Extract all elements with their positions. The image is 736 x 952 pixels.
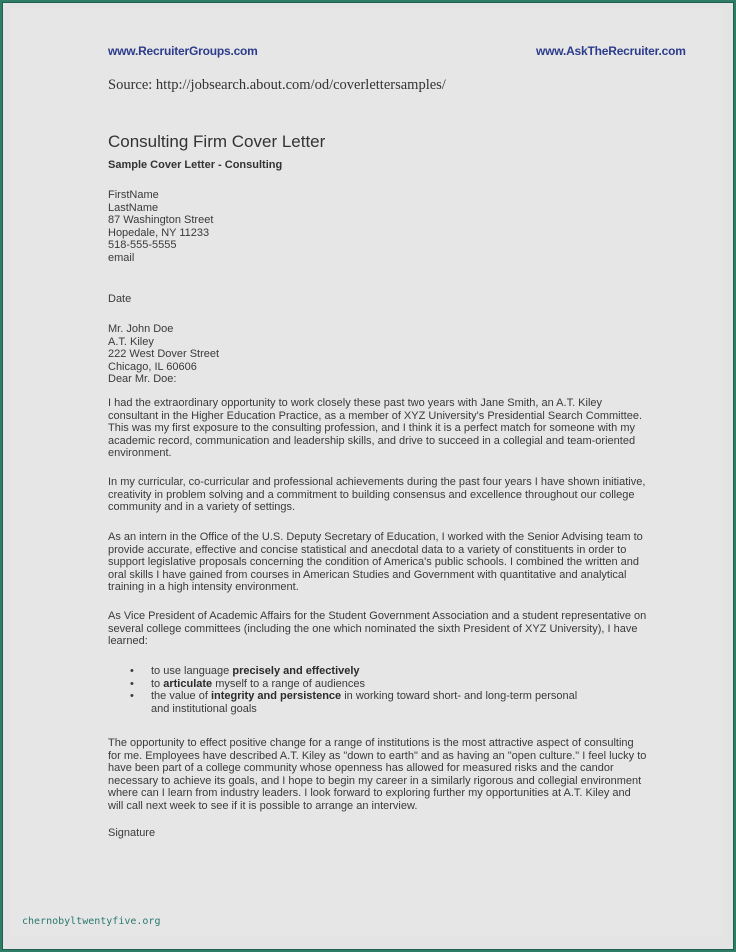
- list-item-text: to: [151, 677, 164, 690]
- page-subtitle: Sample Cover Letter - Consulting: [108, 159, 283, 171]
- list-item-emphasis: precisely and effectively: [232, 665, 360, 677]
- paragraph-5: The opportunity to effect positive change for a range of institutions is the most attractive aspect of consulting for me. Employees have described A.T. Kiley as "down to earth" and as having an "open culture." I feel lucky to have been part of a college community whose openness has allowed for measured risks and the candor necessary to achieve its goals, and I hope to begin my career in a similarly rigorous and collegial environment where can I learn from industry leaders. I look forward to exploring further my opportunities at A.T. Kiley and will call next week to see if it is possible to arrange an interview.: [108, 737, 647, 812]
- sender-phone: 518-555-5555: [108, 239, 177, 252]
- paragraph-4: As Vice President of Academic Affairs for the Student Government Association and a student representative on several college committees (including the one which nominated the sixth President of XYZ University), I have learned:: [108, 610, 647, 648]
- source-line: Source: http://jobsearch.about.com/od/coverlettersamples/: [108, 77, 446, 93]
- recipient-city: Chicago, IL 60606: [108, 360, 197, 373]
- skills-list: [130, 665, 650, 715]
- list-item-emphasis: articulate: [163, 677, 213, 690]
- bullet-icon: •: [130, 665, 134, 677]
- paragraph-2: In my curricular, co-curricular and professional achievements during the past four years I have shown initiative, creativity in problem solving and a commitment to building consensus and excellence throughout our college community and in a variety of settings.: [108, 476, 646, 514]
- list-item: [130, 678, 650, 691]
- recruitergroups-link[interactable]: www.RecruiterGroups.com: [108, 44, 258, 58]
- sender-address: [108, 189, 213, 265]
- sender-first-name: FirstName: [108, 189, 159, 201]
- list-item-emphasis: integrity and persistence: [210, 690, 342, 703]
- salutation: Dear Mr. Doe:: [108, 373, 177, 386]
- bullet-icon: •: [130, 677, 134, 690]
- recipient-name: Mr. John Doe: [108, 323, 174, 335]
- list-item-text: the value of: [151, 690, 211, 703]
- sender-email: email: [108, 251, 135, 264]
- recipient-company: A.T. Kiley: [108, 335, 154, 348]
- page-title: Consulting Firm Cover Letter: [108, 132, 326, 151]
- sender-last-name: LastName: [108, 201, 159, 214]
- letter-date: Date: [108, 293, 132, 305]
- signature: Signature: [108, 827, 156, 839]
- bullet-icon: •: [130, 690, 134, 703]
- sender-city: Hopedale, NY 11233: [108, 226, 210, 239]
- recipient-address: [108, 323, 219, 386]
- sender-street: 87 Washington Street: [108, 214, 214, 227]
- paragraph-3: As an intern in the Office of the U.S. Deputy Secretary of Education, I worked with the Senior Advising team to provide accurate, effective and concise statistical and anecdotal data to a variety of constituents in order to support legislative proposals concerning the condition of America's public schools. I combined the written and oral skills I have gained from courses in American Studies and Government with quantitative and analytical training in a high intensity environment.: [108, 531, 643, 594]
- list-item-text: to use language: [151, 665, 233, 677]
- watermark: chernobyltwentyfive.org: [22, 916, 161, 927]
- list-item: [130, 690, 596, 715]
- asktherecruiter-link[interactable]: www.AskTheRecruiter.com: [536, 44, 686, 58]
- list-item-text: in working toward short- and long-term personal and institutional goals: [151, 690, 578, 715]
- recipient-street: 222 West Dover Street: [108, 348, 220, 361]
- list-item: [130, 665, 650, 678]
- list-item-text: myself to a range of audiences: [212, 677, 366, 690]
- paragraph-1: I had the extraordinary opportunity to work closely these past two years with Jane Smith, an A.T. Kiley consultant in the Higher Education Practice, as a member of XYZ University's Presidential Search Committee. This was my first exposure to the consulting profession, and I think it is a perfect match for someone with my academic record, communication and leadership skills, and drive to succeed in a collegial and team-oriented environment.: [108, 397, 642, 460]
